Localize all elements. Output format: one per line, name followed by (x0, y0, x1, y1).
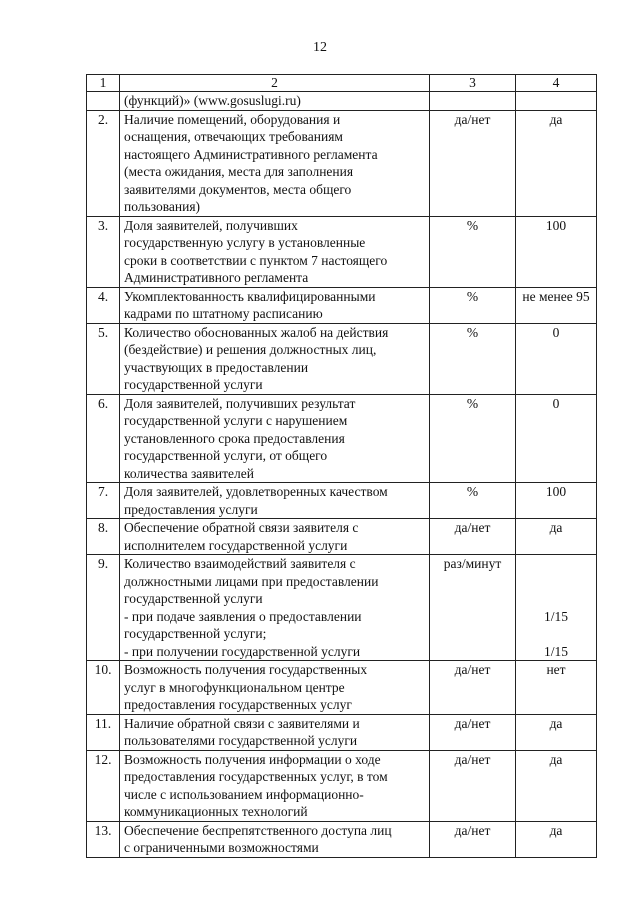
description-line: пользования) (124, 199, 201, 214)
indicator-description (120, 216, 430, 287)
description-line: количества заявителей (124, 465, 254, 481)
value-cell (516, 216, 597, 287)
indicator-description (120, 750, 430, 821)
row-number (87, 92, 120, 111)
unit-text: да/нет (454, 662, 491, 677)
description-line: Административного регламента (124, 270, 309, 285)
table-row (87, 750, 597, 821)
row-number: 8. (87, 519, 120, 555)
row-number: 4. (87, 287, 120, 323)
unit-text: да/нет (454, 822, 491, 838)
table-row (87, 661, 597, 715)
description-line: Возможность получения информации о ходе (124, 751, 381, 767)
row-number: 10. (87, 661, 120, 715)
description-line: кадрами по штатному расписанию (124, 306, 323, 321)
value-text: не менее 95 (522, 288, 590, 304)
value-text: да (549, 520, 563, 535)
description-line: государственной услуги (124, 591, 263, 606)
value-cell (516, 750, 597, 821)
table-row (87, 555, 597, 661)
value-text: нет (546, 662, 566, 677)
unit-text: % (466, 324, 479, 340)
description-line: настоящего Административного регламента (124, 146, 378, 162)
row-number: 11. (87, 714, 120, 750)
column-header: 1 (87, 75, 120, 92)
header-row (87, 75, 597, 92)
description-line: государственной услуги, от общего (124, 448, 328, 463)
table-row (87, 394, 597, 483)
value-text (520, 625, 592, 643)
indicator-description (120, 323, 430, 394)
unit-cell (430, 714, 516, 750)
value-cell (516, 555, 597, 661)
description-line: Укомплектованность квалифицированными (124, 288, 376, 304)
description-line: Обеспечение беспрепятственного доступа лиц (124, 822, 392, 838)
description-line: установленного срока предоставления (124, 430, 345, 446)
table-row (87, 92, 597, 111)
value-text: да (549, 715, 563, 731)
value-cell (516, 323, 597, 394)
row-number: 6. (87, 394, 120, 483)
description-line: Доля заявителей, удовлетворенных качеством (124, 484, 388, 499)
row-number: 2. (87, 110, 120, 216)
description-line: Наличие обратной связи с заявителями и (124, 715, 360, 731)
description-line: (места ожидания, места для заполнения (124, 164, 354, 179)
table-row (87, 483, 597, 519)
description-line: пользователями государственной услуги (124, 733, 358, 748)
description-line: государственной услуги с нарушением (124, 413, 348, 428)
row-number: 7. (87, 483, 120, 519)
indicator-description (120, 555, 430, 661)
unit-text: да/нет (454, 751, 491, 767)
unit-cell (430, 323, 516, 394)
table-body (87, 92, 597, 858)
description-line: - при получении государственной услуги (124, 643, 361, 659)
description-line: (функций)» (www.gosuslugi.ru) (124, 93, 301, 108)
table-row (87, 821, 597, 857)
value-cell (516, 394, 597, 483)
description-line: Доля заявителей, получивших результат (124, 395, 356, 411)
indicator-description (120, 821, 430, 857)
description-line: (бездействие) и решения должностных лиц, (124, 342, 377, 357)
value-text: да (549, 822, 563, 838)
description-line: Возможность получения государственных (124, 662, 368, 677)
column-header: 2 (120, 75, 430, 92)
description-line: участвующих в предоставлении (124, 359, 309, 375)
value-text: 1/15 (543, 608, 568, 624)
value-text: 0 (552, 324, 560, 340)
table-row (87, 110, 597, 216)
description-line: с ограниченными возможностями (124, 840, 319, 855)
description-line: оснащения, отвечающих требованиям (124, 129, 343, 144)
value-cell (516, 519, 597, 555)
description-line: должностными лицами при предоставлении (124, 573, 379, 589)
unit-text: да/нет (454, 111, 491, 127)
unit-cell (430, 555, 516, 661)
column-header: 4 (516, 75, 597, 92)
description-line: сроки в соответствии с пунктом 7 настоящего (124, 252, 388, 268)
unit-cell (430, 394, 516, 483)
value-text: 0 (552, 395, 560, 411)
value-cell (516, 110, 597, 216)
description-line: предоставления государственных услуг, в том (124, 769, 388, 784)
description-line: Количество взаимодействий заявителя с (124, 556, 356, 571)
unit-text: да/нет (454, 520, 491, 535)
row-number: 13. (87, 821, 120, 857)
description-line: Доля заявителей, получивших (124, 217, 298, 233)
unit-cell (430, 216, 516, 287)
description-line: государственной услуги (124, 377, 263, 392)
value-text: да (549, 111, 563, 127)
description-line: государственной услуги; (124, 626, 267, 641)
indicator-description (120, 519, 430, 555)
indicator-description (120, 661, 430, 715)
unit-cell (430, 483, 516, 519)
description-line: коммуникационных технологий (124, 804, 308, 819)
unit-cell (430, 287, 516, 323)
indicators-table (86, 74, 597, 858)
value-cell (516, 714, 597, 750)
description-line: заявителями документов, места общего (124, 181, 352, 197)
unit-text: % (466, 288, 479, 304)
value-text: да (549, 751, 563, 767)
unit-text: % (466, 217, 479, 233)
description-line: Обеспечение обратной связи заявителя с (124, 520, 359, 535)
value-text (520, 590, 592, 608)
unit-cell (430, 821, 516, 857)
table-row (87, 519, 597, 555)
description-line: исполнителем государственной услуги (124, 537, 348, 553)
description-line: предоставления государственных услуг (124, 697, 352, 712)
unit-cell (430, 519, 516, 555)
value-text: 100 (545, 217, 567, 233)
row-number: 9. (87, 555, 120, 661)
value-text (520, 573, 592, 591)
value-text: 100 (545, 484, 567, 499)
unit-cell (430, 110, 516, 216)
description-line: государственную услугу в установленные (124, 235, 366, 250)
value-cell (516, 92, 597, 111)
indicator-description (120, 287, 430, 323)
unit-text: да/нет (454, 715, 491, 731)
unit-text: % (466, 395, 479, 411)
description-line: Количество обоснованных жалоб на действия (124, 324, 389, 340)
value-text (520, 555, 592, 573)
unit-cell (430, 92, 516, 111)
table-row (87, 216, 597, 287)
value-cell (516, 483, 597, 519)
table-row (87, 714, 597, 750)
unit-cell (430, 750, 516, 821)
page-number: 12 (313, 40, 327, 55)
unit-cell (430, 661, 516, 715)
unit-text: раз/минут (443, 556, 502, 571)
description-line: - при подаче заявления о предоставлении (124, 608, 362, 624)
value-cell (516, 287, 597, 323)
table-row (87, 323, 597, 394)
description-line: числе с использованием информационно- (124, 786, 364, 802)
value-cell (516, 661, 597, 715)
indicator-description (120, 394, 430, 483)
row-number: 3. (87, 216, 120, 287)
description-line: услуг в многофункциональном центре (124, 679, 345, 695)
indicator-description (120, 483, 430, 519)
indicator-description (120, 714, 430, 750)
table-row (87, 287, 597, 323)
row-number: 12. (87, 750, 120, 821)
column-header: 3 (430, 75, 516, 92)
description-line: предоставления услуги (124, 501, 258, 517)
value-cell (516, 821, 597, 857)
description-line: Наличие помещений, оборудования и (124, 111, 341, 127)
value-text: 1/15 (543, 643, 568, 659)
unit-text: % (466, 484, 479, 499)
row-number: 5. (87, 323, 120, 394)
indicator-description (120, 110, 430, 216)
indicator-description (120, 92, 430, 111)
